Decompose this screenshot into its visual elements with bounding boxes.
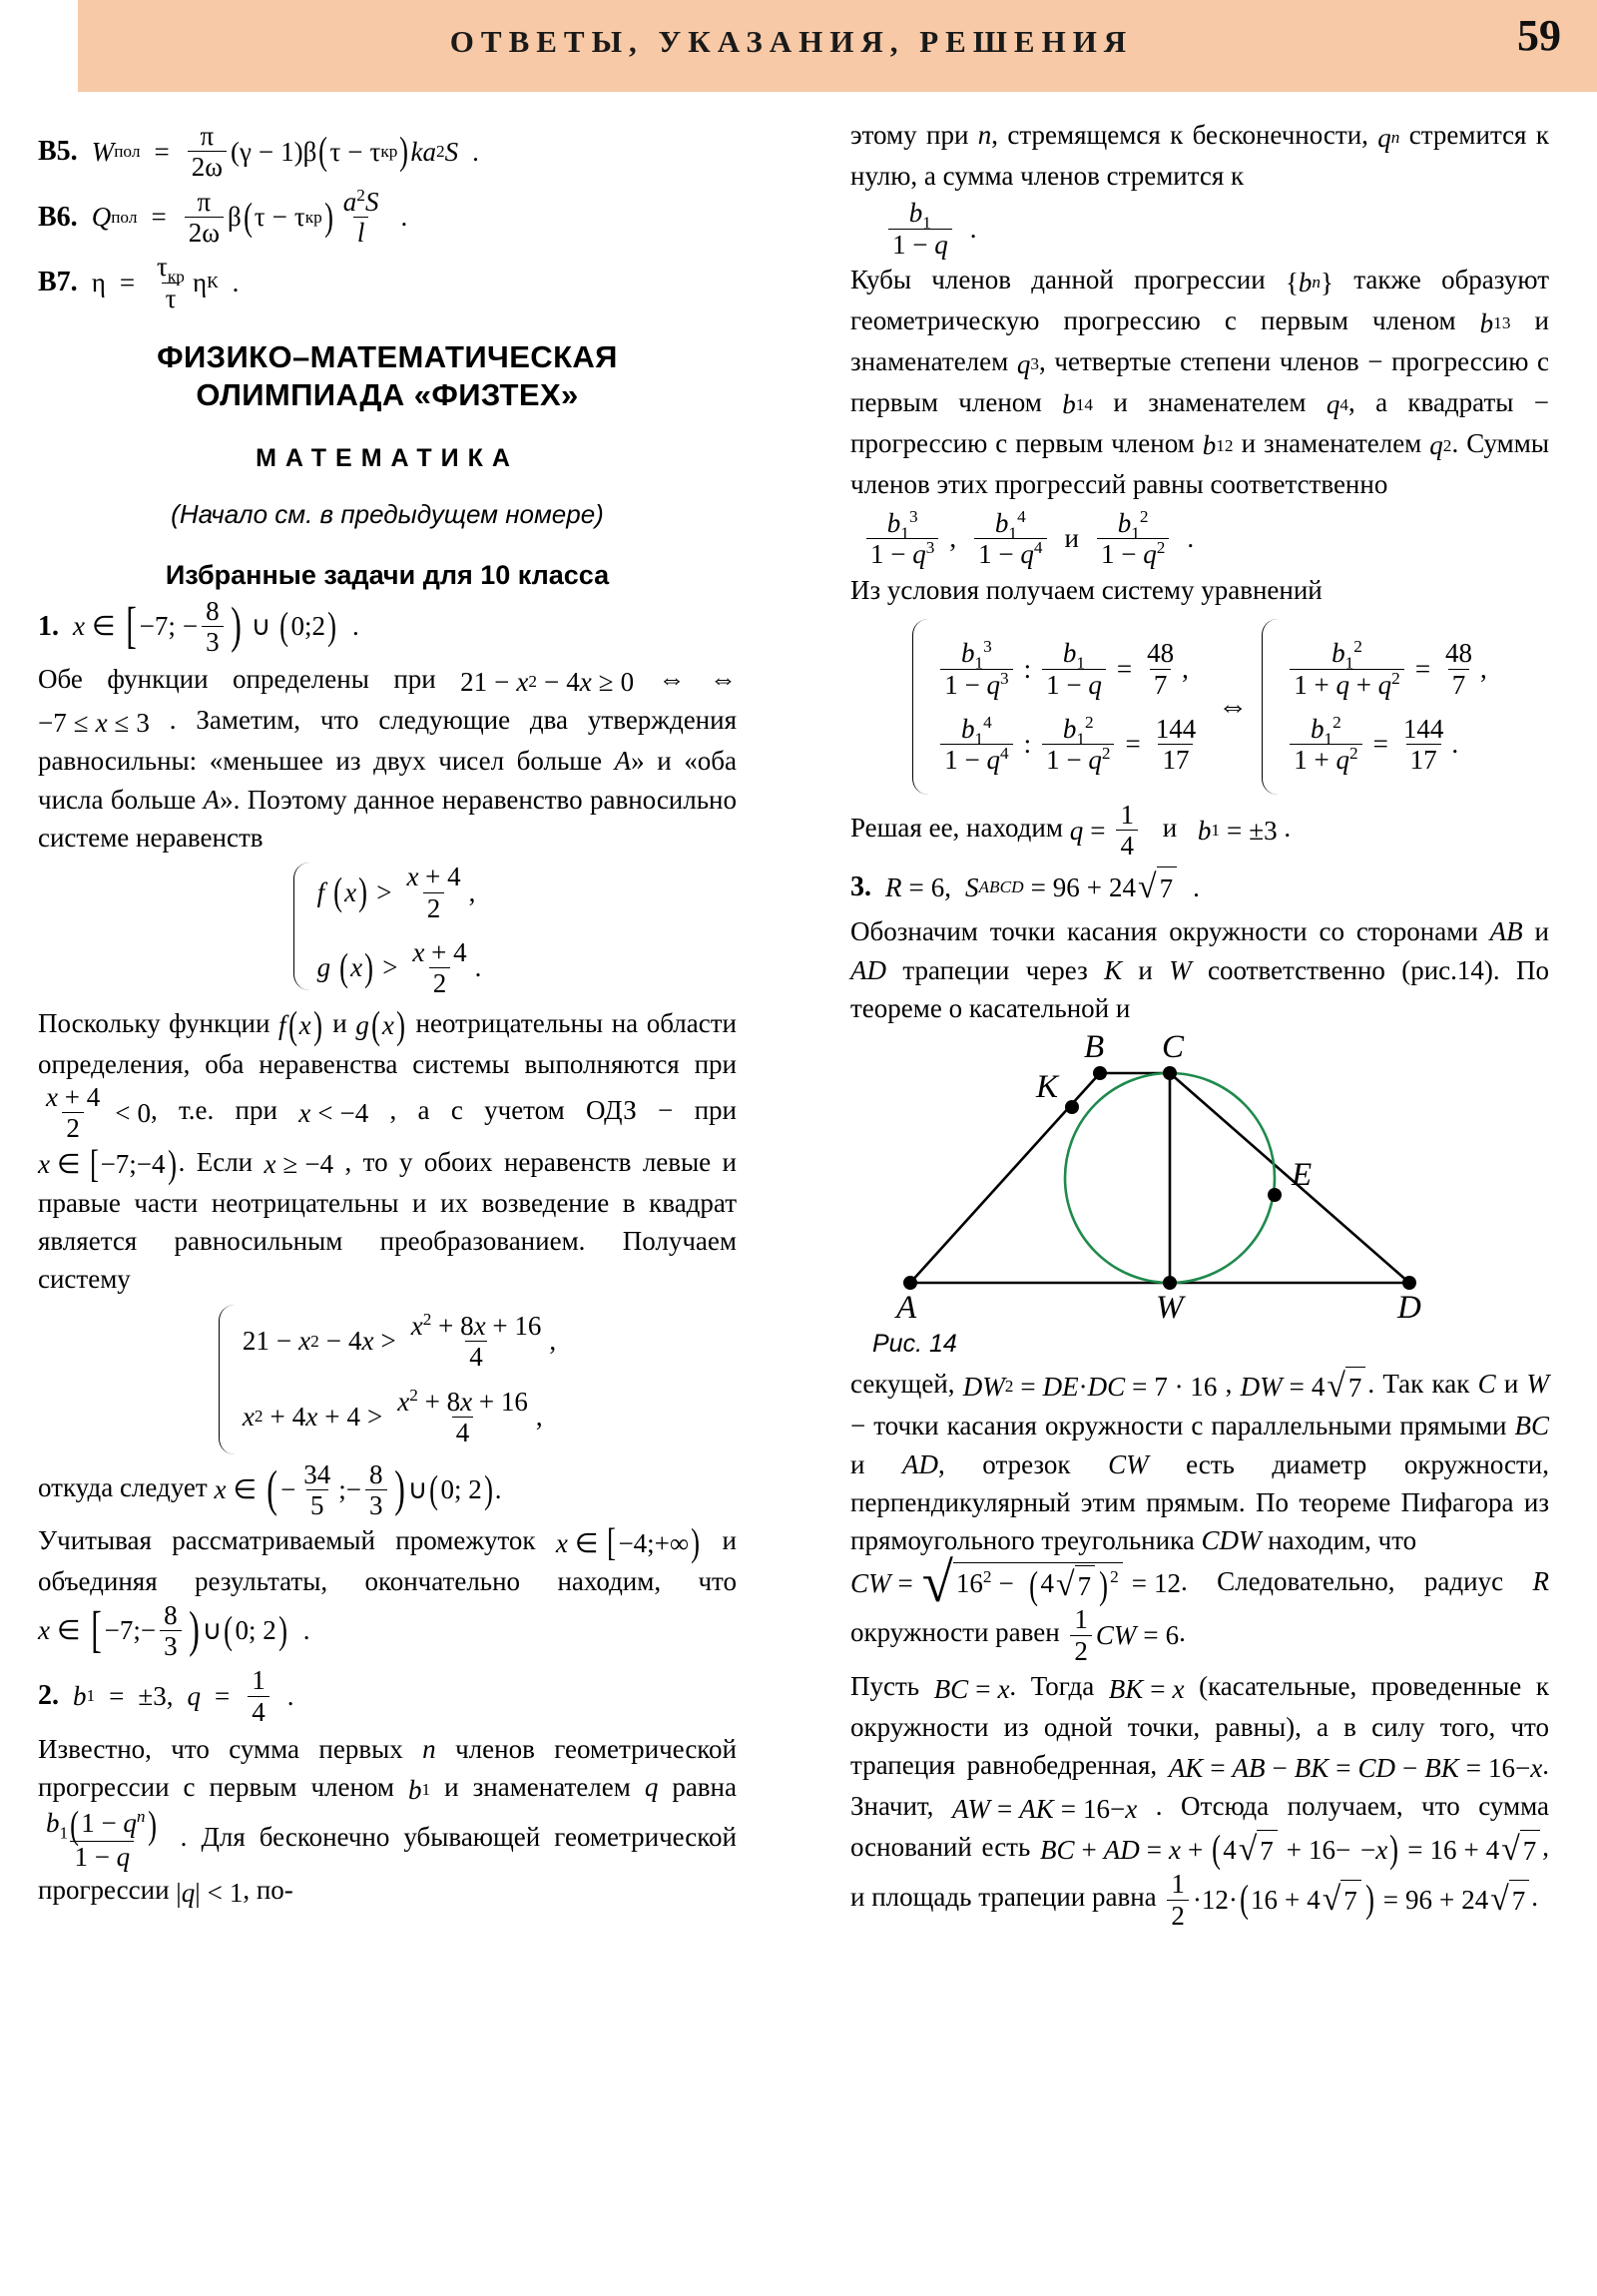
problem-1-system-1: f ( x ) > $\frac{x + 4}{2}$ , g ( x ) > $\frac{x + 4}{2}$ . (38, 862, 737, 997)
problem-2-cont-para-2: Кубы членов данной прогрессии { b n } также образуют геометрическую прогрессию с первым членом b 1 3 и знаменателем q 3 , четвертые степени членов − прогрессию с первым членом b 1 4 и знаменателем q 4 , а квадраты − прогрессию с первым членом b 1 2 и знаменателем q 2 . Суммы членов этих прогрессий равны соответственно (850, 264, 1549, 499)
continuation-note: (Начало см. в предыдущем номере) (171, 498, 604, 529)
section-title: Избранные задачи для 10 класса (165, 559, 610, 590)
problem-3-label: 3. (850, 871, 871, 903)
problem-1-para-4: Учитывая рассматриваемый промежуток x ∈ [ −4;+∞ ) и объединяя результаты, окончательно находим, что x ∈ [ −7; − $\frac{8}{3}$ ) ∪ ( 0; 2 ) . (38, 1521, 737, 1661)
point-E (1268, 1188, 1282, 1202)
segment-CD (1170, 1073, 1409, 1283)
problem-3-para-2: секущей, DW 2 = DE · DC = 7 · 16 , DW = 4 √ 7 . Так как C и W − точки касания окружности с параллельными прямыми BC и AD, отрезок CW есть диаметр окружности, перпендикулярный этим прямым. По теореме Пифагора из прямоугольного треугольника CDW находим, что (850, 1368, 1550, 1556)
figure-14 (850, 1035, 1549, 1359)
point-C (1163, 1066, 1177, 1080)
point-D (1402, 1276, 1416, 1290)
problem-2-cont-para-3: Из условия получаем систему уравнений (850, 574, 1323, 605)
problem-3-para-1: Обозначим точки касания окружности со сторонами AB и AD трапеции через K и W соответственно (рис.14). По теореме о касательной и (850, 916, 1549, 1023)
point-label-C: C (1162, 1035, 1185, 1066)
page-header-band (78, 0, 1597, 92)
point-label-E: E (1292, 1157, 1313, 1194)
point-label-K: K (1036, 1069, 1059, 1106)
problem-1-system-2: 21 − x 2 − 4 x > $\frac{x^2 + 8x + 16}{4}$ , x 2 + 4 x + 4 > $\frac{x^2 + 8x + 16}{4}$ , (38, 1305, 737, 1454)
page-number: 59 (1517, 11, 1561, 60)
problem-2-answer-formula: b 1 = ±3, q = $\frac{1}{4}$ . (73, 1665, 294, 1727)
point-W (1163, 1276, 1177, 1290)
point-B (1093, 1066, 1107, 1080)
answer-b7-label: B7. (38, 267, 78, 298)
problem-2-display-2: $\frac{b_1^3}{1 - q^3}$ , $\frac{b_1^4}{1 - q^4}$ и $\frac{b_1^2}{1 - q^2}$ . (862, 509, 1194, 569)
figure-14-svg (850, 1035, 1549, 1325)
figure-14-caption: Рис. 14 (872, 1330, 957, 1359)
problem-3-display-cw: CW = √ $16^2 - (4$ √ 7 ) $^2$ = 12 . Следовательно, радиус R окружности равен $\frac{1}{2}$ CW = 6 . (850, 1551, 1549, 1666)
point-label-B: B (1084, 1035, 1105, 1066)
point-label-D: D (1397, 1290, 1421, 1326)
left-column (38, 116, 737, 1914)
problem-2-display-1: $\frac{b_1}{1 - q}$ . (884, 199, 976, 259)
answer-b5-formula: W пол = $\frac{\pi}{2\omega}$ ( γ − 1 ) β ( τ − τ кр ) ka 2 S . (91, 121, 479, 183)
problem-1-para-3: откуда следует x ∈ ( − $\frac{34}{5}$ ;− $\frac{8}{3}$ ) ∪ ( 0; 2 ) . (38, 1458, 502, 1520)
problem-3-para-3: Пусть BC = x . Тогда BK = x (касательные, проведенные к окружности из одной точки, равны), а в силу того, что трапеция равнобедренная, AK = AB − BK = CD − BK = 16 − x . Значит, AW = AK = 16 − x . Отсюда получаем, что сумма оснований есть BC + AD = x + ( 4 √ 7 + 16 − − x ) = 16 + 4 √ 7 , и площадь трапеции равна $\frac{1}{2}$ · 12 · ( 16 + 4 √ 7 ) = 96 + 24 √ 7 . (850, 1671, 1549, 1931)
problem-2-system-left: $\frac{b_1^3}{1 - q^3}$ : $\frac{b_1}{1 - q}$ = $\frac{48}{7}$ , $\frac{b_1^4}{1 - q^4}$ : $\frac{b_1^2}{1 - q^2}$ = $\frac{144}{17}$ (912, 619, 1204, 795)
point-label-W: W (1156, 1290, 1184, 1326)
problem-2-label: 2. (38, 1680, 59, 1712)
problem-1-para-1: Обе функции определены при 21 − x 2 − 4 x ≥ 0 ⇔ ⇔ −7 ≤ x ≤ 3 . Заметим, что следующие два утверждения равносильны: «меньшее из двух чисел больше A» и «оба числа больше A». Поэтому данное неравенство равносильно системе неравенств (38, 664, 738, 853)
problem-2-systems (850, 619, 1549, 795)
olympiad-title-line2: ОЛИМПИАДА «ФИЗТЕХ» (196, 376, 579, 412)
answer-b6 (38, 185, 737, 249)
subject-title: МАТЕМАТИКА (256, 443, 519, 472)
problem-2-answer (38, 1666, 737, 1726)
page-header-title: ОТВЕТЫ, УКАЗАНИЯ, РЕШЕНИЯ (449, 24, 1134, 59)
problem-1-answer (38, 597, 737, 657)
problem-3-answer-formula: R = 6, S ABCD = 96 + 24 √ 7 . (885, 866, 1200, 909)
right-column (850, 116, 1549, 1932)
olympiad-title (38, 338, 737, 414)
olympiad-title-line1: ФИЗИКО–МАТЕМАТИЧЕСКАЯ (157, 339, 618, 375)
answer-b7-formula: η = $\frac{\tau_{кр}}{\tau}$ η К . (91, 252, 240, 313)
point-K (1065, 1100, 1079, 1114)
answer-b5-label: B5. (38, 135, 78, 167)
problem-2-cont-para-4: Решая ее, находим q = $\frac{1}{4}$ и b 1 = ±3 . (850, 800, 1292, 861)
equivalence-symbol: ⇔ (1218, 690, 1249, 724)
problem-2-para-1: Известно, что сумма первых n членов геометрической прогрессии с первым членом b 1 и знаменателем q равна $\frac{b_1(1 - q^n)}{1 - q}$ . Для бесконечно убывающей геометрической прогрессии | q | < 1 , по- (38, 1733, 737, 1908)
problem-1-label: 1. (38, 610, 59, 642)
point-label-A: A (896, 1290, 917, 1326)
point-A (903, 1276, 917, 1290)
problem-1-answer-formula: x ∈ [ −7; − $\frac{8}{3}$ ) ∪ ( 0;2 ) . (73, 595, 359, 658)
problem-2-cont-para-1: этому при n, стремящемся к бесконечности, q n стремится к нулю, а сумма членов стремится к (850, 120, 1549, 191)
answer-b6-formula: Q пол = $\frac{\pi}{2\omega}$ β ( τ − τ кр ) $\frac{a^2S}{l}$ . (91, 185, 408, 249)
problem-3-answer (850, 866, 1549, 909)
answer-b5 (38, 122, 737, 182)
answer-b7 (38, 253, 737, 312)
answer-b6-label: B6. (38, 201, 78, 233)
problem-1-para-2: Поскольку функции f ( x ) и g ( x ) неотрицательны на области определения, оба неравенства системы выполняются при $\frac{x + 4}{2}$ < 0 , т.е. при x < −4 , а с учетом ОДЗ − при x ∈ [ −7;−4 ) . Если x ≥ −4 , то у обоих неравенств левые и правые части неотрицательны и их возведение в квадрат является равносильным преобразованием. Получаем систему (38, 1003, 737, 1295)
problem-2-system-right: $\frac{b_1^2}{1 + q + q^2}$ = $\frac{48}{7}$ , $\frac{b_1^2}{1 + q^2}$ = $\frac{144}{17}$ . (1262, 619, 1487, 795)
